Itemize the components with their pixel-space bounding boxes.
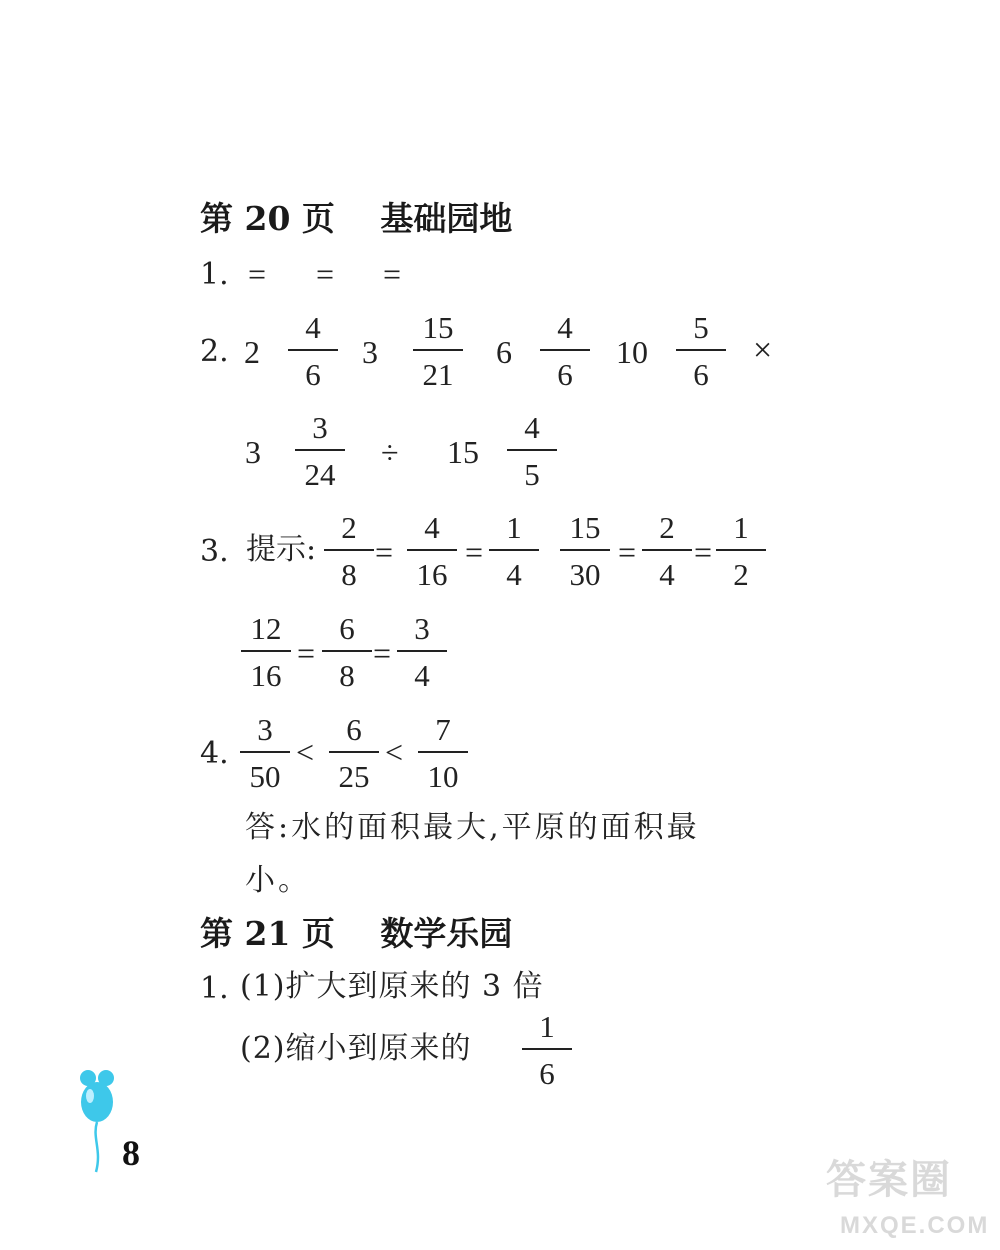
q1-equals-3: =	[383, 256, 402, 292]
q3-fraction-3: 1 4	[489, 512, 539, 590]
s21-q1-part-1: (1)扩大到原来的 3 倍	[240, 969, 544, 1004]
s21-q1-number: 1.	[200, 971, 229, 1006]
q4-answer-line-2: 小。	[245, 863, 311, 898]
section-21-page-label: 第 21 页	[200, 914, 335, 953]
q2-fraction-4: 5 6	[676, 312, 726, 390]
q4-number: 4.	[200, 736, 229, 771]
q3-equals-6: =	[373, 635, 392, 671]
q2-whole-1: 2	[244, 334, 260, 370]
q2-number: 2.	[200, 334, 229, 369]
q2-fraction-2: 15 21	[413, 312, 463, 390]
watermark-top-text: 答案圈	[826, 1158, 952, 1202]
q4-answer-line-1: 答:水的面积最大,平原的面积最	[245, 810, 700, 845]
q3-equals-2: =	[465, 534, 484, 570]
watermark-url: MXQE.COM	[840, 1212, 990, 1239]
q3-fraction-1: 2 8	[324, 512, 374, 590]
q3-number: 3.	[200, 534, 229, 569]
section-20-page-label: 第 20 页	[200, 199, 335, 238]
q2-fraction-6: 4 5	[507, 412, 557, 490]
q2-whole-4: 10	[616, 334, 648, 370]
balloon-icon	[72, 1068, 122, 1178]
q2-fraction-3: 4 6	[540, 312, 590, 390]
q3-fraction-4: 15 30	[560, 512, 610, 590]
q2-whole-5: 3	[245, 434, 261, 470]
q2-fraction-5: 3 24	[295, 412, 345, 490]
q1-equals-1: =	[248, 256, 267, 292]
q2-whole-2: 3	[362, 334, 378, 370]
q3-fraction-5: 2 4	[642, 512, 692, 590]
watermark-logo	[826, 1160, 952, 1200]
q3-equals-1: =	[375, 534, 394, 570]
q4-fraction-2: 6 25	[329, 714, 379, 792]
q2-whole-6: 15	[447, 434, 479, 470]
q2-whole-3: 6	[496, 334, 512, 370]
section-20-heading	[200, 199, 513, 238]
q4-fraction-1: 3 50	[240, 714, 290, 792]
q4-less-than-1: <	[296, 734, 315, 770]
balloon-string	[96, 1122, 98, 1172]
section-21-heading	[200, 914, 513, 953]
q3-fraction-6: 1 2	[716, 512, 766, 590]
q3-equals-3: =	[618, 534, 637, 570]
section-21-title: 数学乐园	[380, 914, 513, 953]
q3-equals-4: =	[694, 534, 713, 570]
q1-number: 1.	[200, 257, 229, 292]
q3-equals-5: =	[297, 635, 316, 671]
q3-fraction-9: 3 4	[397, 613, 447, 691]
q3-fraction-7: 12 16	[241, 613, 291, 691]
q2-multiply-sign: ×	[753, 332, 773, 369]
balloon-shine	[86, 1089, 94, 1103]
section-20-title: 基础园地	[380, 199, 513, 238]
q3-fraction-2: 4 16	[407, 512, 457, 590]
q3-fraction-8: 6 8	[322, 613, 372, 691]
balloon-body	[81, 1082, 113, 1122]
q2-divide-sign: ÷	[381, 434, 399, 470]
s21-q1-part-2: (2)缩小到原来的	[240, 1031, 472, 1066]
q3-hint-label: 提示:	[246, 532, 317, 567]
q2-fraction-1: 4 6	[288, 312, 338, 390]
page-number: 8	[122, 1133, 140, 1173]
q1-equals-2: =	[316, 256, 335, 292]
q4-fraction-3: 7 10	[418, 714, 468, 792]
s21-q1-fraction: 1 6	[522, 1011, 572, 1089]
q4-less-than-2: <	[385, 734, 404, 770]
